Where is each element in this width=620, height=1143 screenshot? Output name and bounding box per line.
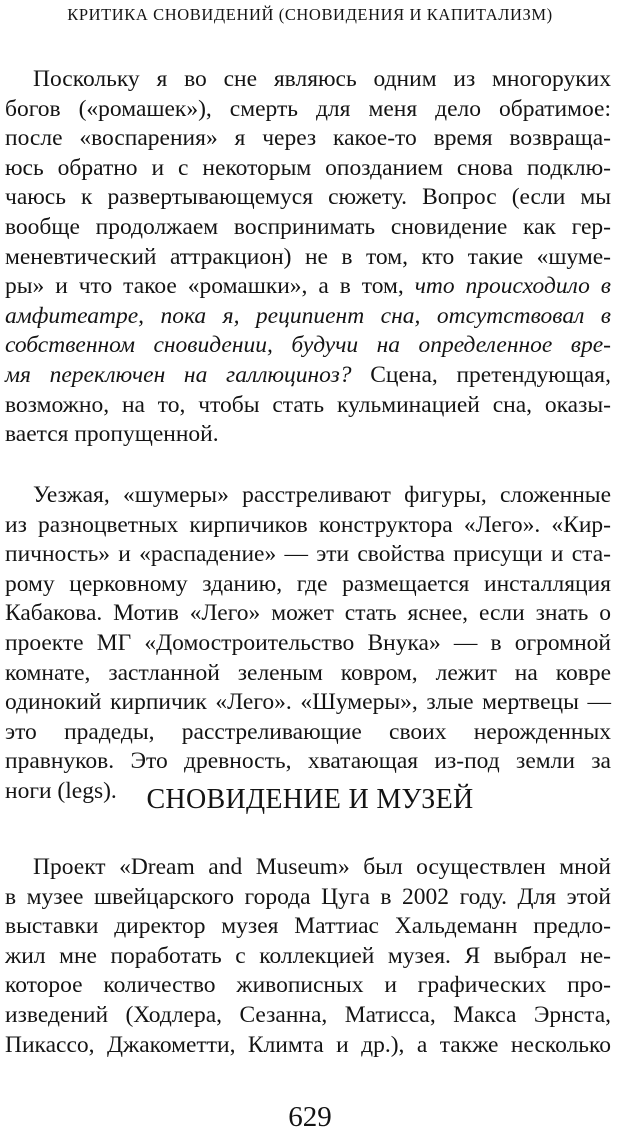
text-line: которое количество живописных и графических про- [5, 972, 611, 998]
text-line [5, 330, 611, 360]
text-line: вается пропущенной. [5, 421, 219, 447]
text-line: Проект «Dream and Museum» был осуществлен мной [33, 854, 611, 880]
text-line: Пикассо, Джакометти, Климта и др.), а также несколько [5, 1032, 611, 1058]
page-number: 629 [288, 1101, 332, 1133]
text-line [5, 271, 611, 301]
text-line: в музее швейцарского города Цуга в 2002 году. Для этой [5, 884, 611, 910]
section-title: СНОВИДЕНИЕ И МУЗЕЙ [146, 784, 474, 815]
text-line: вообще продолжаем воспринимать сновидение как гер- [5, 214, 611, 240]
text-line: проекте МГ «Домостроительство Внука» — в огромной [5, 630, 611, 656]
text-line: рому церковному зданию, где размещается инсталляция [5, 571, 611, 597]
text-line: богов («ромашек»), смерть для меня дело обратимое: [5, 96, 611, 122]
text-line: Поскольку я во сне являюсь одним из многоруких [33, 66, 611, 92]
running-head: КРИТИКА СНОВИДЕНИЙ (СНОВИДЕНИЯ И КАПИТАЛИЗМ) [67, 5, 553, 24]
text-line: Уезжая, «шумеры» расстреливают фигуры, сложенные [33, 482, 611, 508]
text-line: после «воспарения» я через какое-то время возвраща- [5, 125, 611, 151]
italic-run: что происходило в [414, 273, 612, 299]
text-line: возможно, на то, чтобы стать кульминацией сна, оказы- [5, 392, 611, 418]
text-line [5, 301, 611, 331]
text-line: изведений (Ходлера, Сезанна, Матисса, Макса Эрнста, [5, 1002, 611, 1028]
text-line: ноги (legs). [5, 778, 117, 804]
text-line: правнуков. Это древность, хватающая из-под земли за [5, 748, 611, 774]
text-line: пичность» и «распадение» — эти свойства присущи и ста- [5, 541, 611, 567]
text-run: ры» и что такое «ромашки», а в том, [5, 273, 415, 299]
text-line: комнате, застланной зеленым ковром, лежит на ковре [5, 660, 611, 686]
text-line: юсь обратно и с некоторым опозданием снова подклю- [5, 155, 611, 181]
text-run: Сцена, претендующая, [351, 362, 611, 388]
text-line [5, 360, 611, 390]
text-line: Кабакова. Мотив «Лего» может стать яснее, если знать о [5, 600, 611, 626]
italic-run: амфитеатре, пока я, реципиент сна, отсутствовал в [5, 303, 611, 329]
text-line: чаюсь к развертывающемуся сюжету. Вопрос (если мы [5, 184, 611, 210]
text-line: это прадеды, расстреливающие своих нерожденных [5, 719, 611, 745]
italic-run: мя переключен на галлюциноз? [5, 362, 352, 388]
text-line: одинокий кирпичик «Лего». «Шумеры», злые мертвецы — [5, 689, 611, 715]
text-line: меневтический аттракцион) не в том, кто такие «шуме- [5, 244, 611, 270]
italic-run: собственном сновидении, будучи на определенное вре- [5, 332, 611, 358]
text-line: жил мне поработать с коллекцией музея. Я выбрал не- [5, 943, 611, 969]
text-line: выставки директор музея Маттиас Хальдеманн предло- [5, 913, 611, 939]
text-line: из разноцветных кирпичиков конструктора «Лего». «Кир- [5, 512, 611, 538]
